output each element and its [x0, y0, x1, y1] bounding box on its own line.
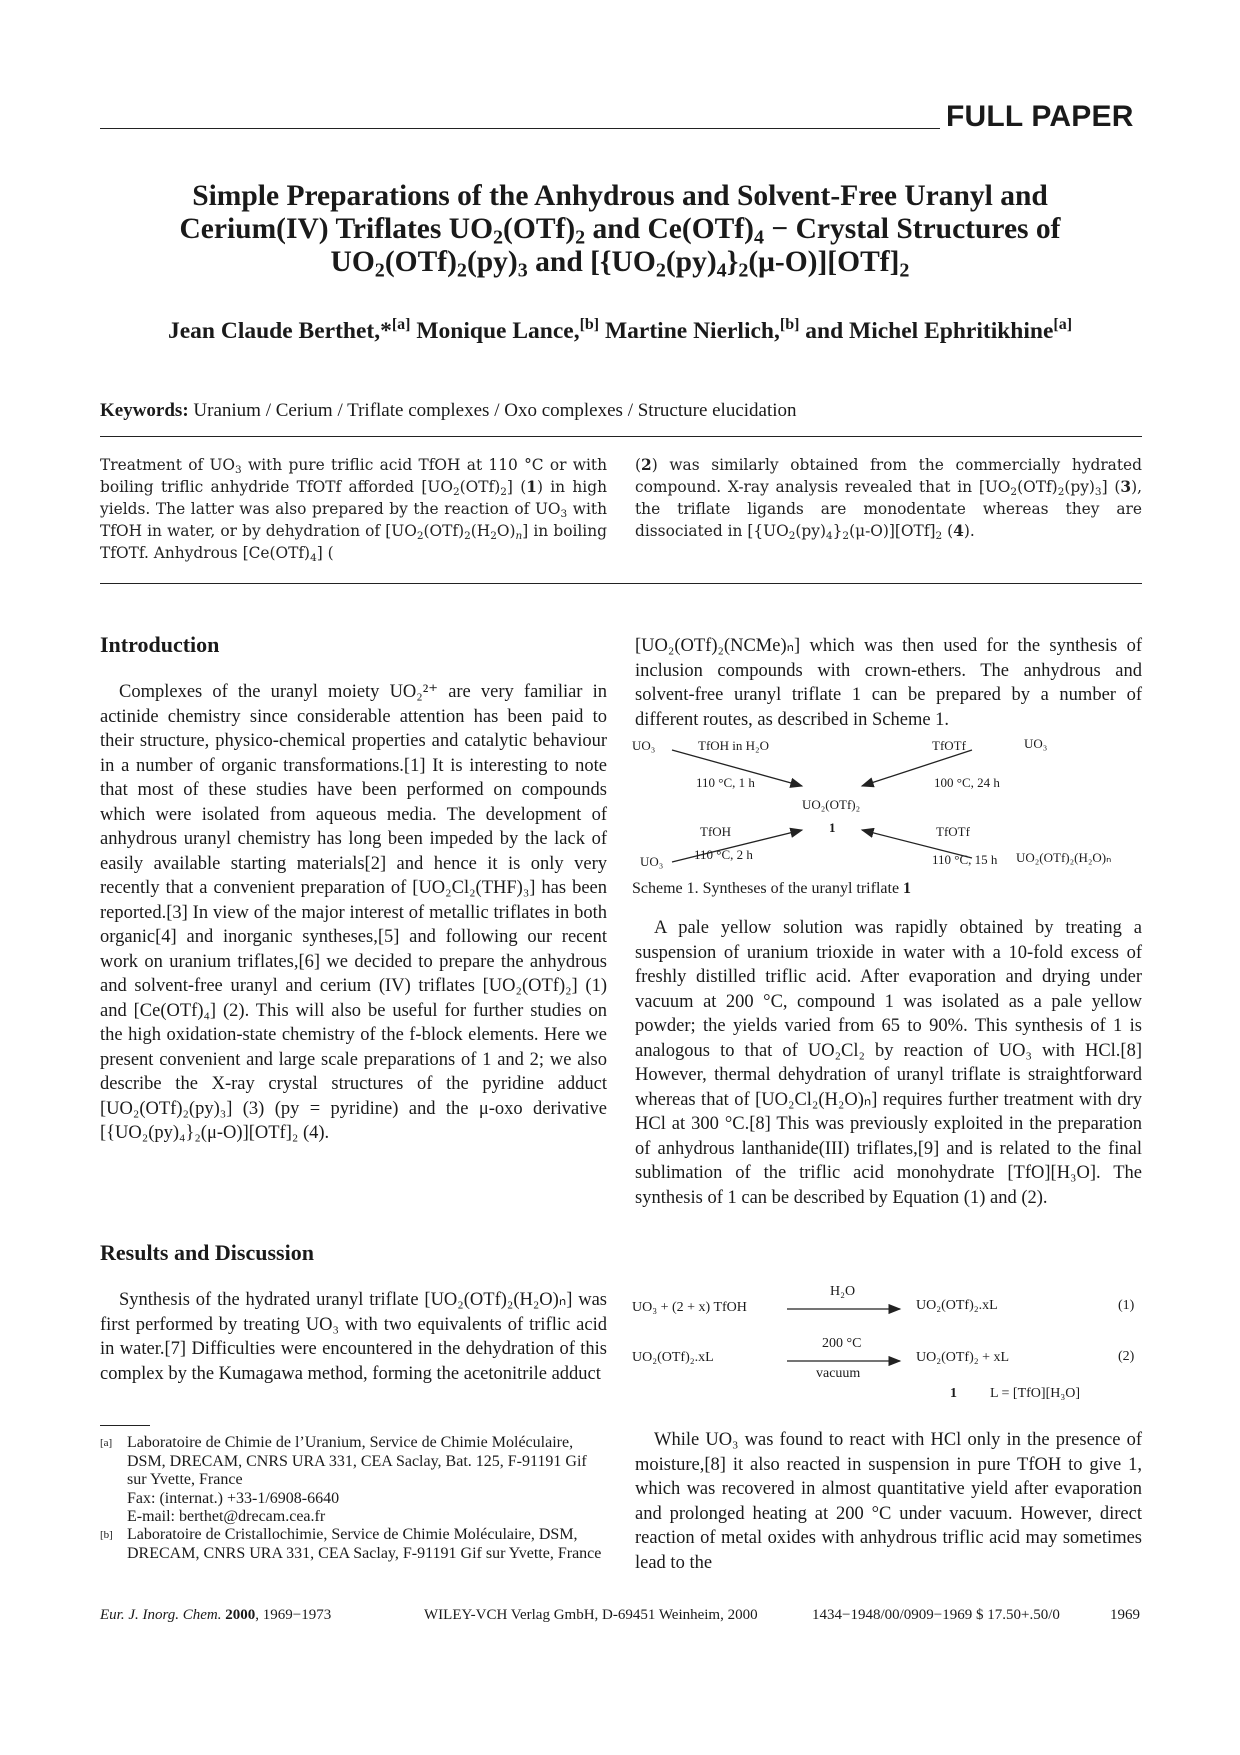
author-list: Jean Claude Berthet,*[a] Monique Lance,[b] Martine Nierlich,[b] and Michel Ephritikhine[a]: [167, 316, 1073, 344]
paragraph-continued: [UO₂(OTf)₂(NCMe)ₙ] which was then used for the synthesis of inclusion compounds with crown-ethers. The anhydrous and solvent-free uranyl triflate 1 can be prepared by a number of different routes, as described in Scheme 1.: [635, 636, 1142, 730]
affiliation-mark: [b]: [779, 316, 800, 334]
abstract-left: Treatment of $UO_3$ with pure triflic acid TfOH at 110 °C or with boiling triflic anhydride TfOTf afforded $[UO_2(OTf)_2]$ (1) in high yields. The latter was also prepared by the reaction of $UO_3$ with TfOH in water, or by dehydration of $[UO_2(OTf)_2(H_2O)_n]$ in boiling TfOTf. Anhydrous $[Ce(OTf)_4]$ (: [100, 456, 607, 564]
equation-2-number: (2): [1118, 1349, 1135, 1364]
footer-code: 1434−1948/00/0909−1969 $ 17.50+.50/0: [812, 1607, 1060, 1623]
equation-label-definition: L = [TfO][H₃O]: [990, 1386, 1081, 1401]
abstract-right: (2) was similarly obtained from the commercially hydrated compound. X-ray analysis revealed that in $[UO_2(OTf)_2(py)_3]$ (3), the triflate ligands are monodentate whereas they are dissociated in $[\{UO_2(py)_4\}_2(\mu-O)][OTf]_2$ (4).: [635, 456, 1142, 542]
footnote-a: [100, 1434, 607, 1527]
footnote-rule: [100, 1425, 150, 1426]
header-rule: [100, 128, 940, 129]
footnote-mark: [a]: [100, 1437, 113, 1449]
results-paragraph: Synthesis of the hydrated uranyl triflate [UO₂(OTf)₂(H₂O)ₙ] was first performed by treating UO₃ with two equivalents of triflic acid in water.[7] Difficulties were encountered in the dehydration of this complex by the Kumagawa method, forming the acetonitrile adduct: [100, 1290, 607, 1384]
scheme-reactant: UO₃: [1024, 736, 1048, 751]
author-name: Monique Lance,: [416, 318, 580, 344]
right-col-bottom: [635, 1428, 1142, 1575]
equation-1-above: H₂O: [830, 1284, 856, 1299]
scheme-condition: 110 °C, 2 h: [694, 847, 753, 862]
scheme-product: UO₂(OTf)₂: [802, 797, 861, 812]
scheme-reactant: UO₃: [632, 738, 656, 753]
results-body: [100, 1288, 607, 1386]
title-line-2: Cerium(IV) Triflates $UO_2(OTf)_2$ and $Ce(OTf)_4$ − Crystal Structures of: [179, 213, 1061, 249]
affiliation-mark: [b]: [579, 316, 600, 334]
article-title: [100, 180, 1140, 282]
equation-label-number: 1: [950, 1386, 957, 1401]
author-name: Jean Claude Berthet,*: [167, 318, 392, 344]
footnote-b: [100, 1526, 607, 1563]
scheme-condition: 110 °C, 15 h: [932, 852, 998, 867]
scheme-reagent: TfOTf: [932, 738, 966, 753]
author-name: Michel Ephritikhine: [849, 318, 1054, 344]
scheme-reagent: TfOTf: [936, 824, 970, 839]
keywords-text: Uranium / Cerium / Triflate complexes / Oxo complexes / Structure elucidation: [193, 400, 797, 421]
right-col-mid: [635, 916, 1142, 1210]
intro-heading: Introduction: [100, 632, 220, 657]
scheme-reagent: TfOH: [700, 824, 732, 839]
keywords: [100, 400, 797, 422]
footnote-text: Laboratoire de Cristallochimie, Service de Chimie Moléculaire, DSM, DRECAM, CNRS URA 331, CEA Saclay, F-91191 Gif sur Yvette, France: [127, 1526, 602, 1562]
title-line-3: $UO_2(OTf)_2(py)_3$ and $[\{UO_2(py)_4\}_2(\mu-O)][OTf]_2$: [330, 246, 910, 282]
abstract-top-rule: [100, 436, 1142, 437]
footnote-mark: [b]: [100, 1529, 113, 1541]
footer-publisher: WILEY-VCH Verlag GmbH, D-69451 Weinheim, 2000: [424, 1607, 758, 1623]
equation-2-below: vacuum: [816, 1366, 861, 1381]
footnote-text: Laboratoire de Chimie de l’Uranium, Service de Chimie Moléculaire, DSM, DRECAM, CNRS URA 331, CEA Saclay, Bat. 125, F-91191 Gif sur Yvette, France Fax: (internat.) +33-1/6908-6640 E-mail: berthet@drecam.cea.fr: [127, 1434, 587, 1525]
section-label: FULL PAPER: [946, 100, 1134, 133]
scheme-caption: Scheme 1. Syntheses of the uranyl triflate 1: [632, 880, 912, 897]
keywords-label: Keywords:: [100, 400, 189, 421]
scheme-product-number: 1: [829, 820, 836, 835]
paragraph: A pale yellow solution was rapidly obtained by treating a suspension of uranium trioxide in water with a 10-fold excess of freshly distilled triflic acid. After evaporation and drying under vacuum at 200 °C, compound 1 was isolated as a pale yellow powder; the yields varied from 65 to 90%. This synthesis of 1 is analogous to that of UO₂Cl₂ by reaction of UO₃ with HCl.[8] However, thermal dehydration of uranyl triflate is straightforward whereas that of [UO₂Cl₂(H₂O)ₙ] requires further treatment with dry HCl at 300 °C.[8] This was previously exploited in the preparation of anhydrous lanthanide(III) triflates,[9] and is related to the final sublimation of the triflic acid monohydrate [TfO][H₃O]. The synthesis of 1 can be described by Equation (1) and (2).: [635, 918, 1142, 1208]
intro-body: [100, 680, 607, 1146]
equation-2-left: UO₂(OTf)₂.xL: [632, 1350, 714, 1365]
paragraph: While UO₃ was found to react with HCl only in the presence of moisture,[8] it also reacted in suspension in pure TfOH to give 1, which was recovered in almost quantitative yield after evaporation and prolonged heating at 200 °C under vacuum. However, direct reaction of metal oxides with anhydrous triflic acid may sometimes lead to the: [635, 1430, 1142, 1573]
scheme-condition: 100 °C, 24 h: [934, 775, 1000, 790]
abstract-bottom-rule: [100, 583, 1142, 584]
scheme-reactant: UO₂(OTf)₂(H₂O)ₙ: [1016, 850, 1112, 865]
scheme-reagent: TfOH in H₂O: [698, 738, 769, 753]
scheme-reactant: UO₃: [640, 854, 664, 869]
scheme-1: [632, 738, 1144, 876]
affiliation-mark: [a]: [391, 316, 411, 334]
page-number: 1969: [1110, 1607, 1140, 1623]
equation-1-number: (1): [1118, 1298, 1135, 1313]
results-heading: Results and Discussion: [100, 1240, 314, 1265]
equation-1-left: UO₃ + (2 + x) TfOH: [632, 1300, 747, 1315]
equations: [632, 1278, 1144, 1408]
right-col-top: [635, 634, 1142, 732]
equation-2-right: UO₂(OTf)₂ + xL: [916, 1350, 1010, 1365]
footer-citation: Eur. J. Inorg. Chem. 2000, 1969−1973: [100, 1607, 332, 1623]
equation-1-right: UO₂(OTf)₂.xL: [916, 1298, 998, 1313]
author-name: Martine Nierlich,: [604, 318, 780, 344]
scheme-condition: 110 °C, 1 h: [696, 775, 755, 790]
equation-2-above: 200 °C: [822, 1336, 862, 1351]
affiliation-mark: [a]: [1053, 316, 1073, 334]
intro-paragraph: Complexes of the uranyl moiety UO₂²⁺ are very familiar in actinide chemistry since considerable attention has been paid to their structure, physico-chemical properties and catalytic behaviour in a number of organic transformations.[1] It is interesting to note that most of these studies have been performed on compounds which were isolated from aqueous media. The development of anhydrous uranyl chemistry has long been impeded by the lack of easily available starting materials[2] and hence it is only very recently that a convenient preparation of [UO₂Cl₂(THF)₃] has been reported.[3] In view of the major interest of metallic triflates in both organic[4] and inorganic syntheses,[5] and following our recent work on uranium triflates,[6] we decided to prepare the anhydrous and solvent-free uranyl and cerium (IV) triflates [UO₂(OTf)₂] (1) and [Ce(OTf)₄] (2). This will also be useful for further studies on the high oxidation-state chemistry of the f-block elements. Here we present convenient and large scale preparations of 1 and 2; we also describe the X-ray crystal structures of the pyridine adduct [UO₂(OTf)₂(py)₃] (3) (py = pyridine) and the μ-oxo derivative [{UO₂(py)₄}₂(μ-O)][OTf]₂ (4).: [100, 682, 607, 1143]
title-line-1: Simple Preparations of the Anhydrous and Solvent-Free Uranyl and: [192, 180, 1048, 212]
